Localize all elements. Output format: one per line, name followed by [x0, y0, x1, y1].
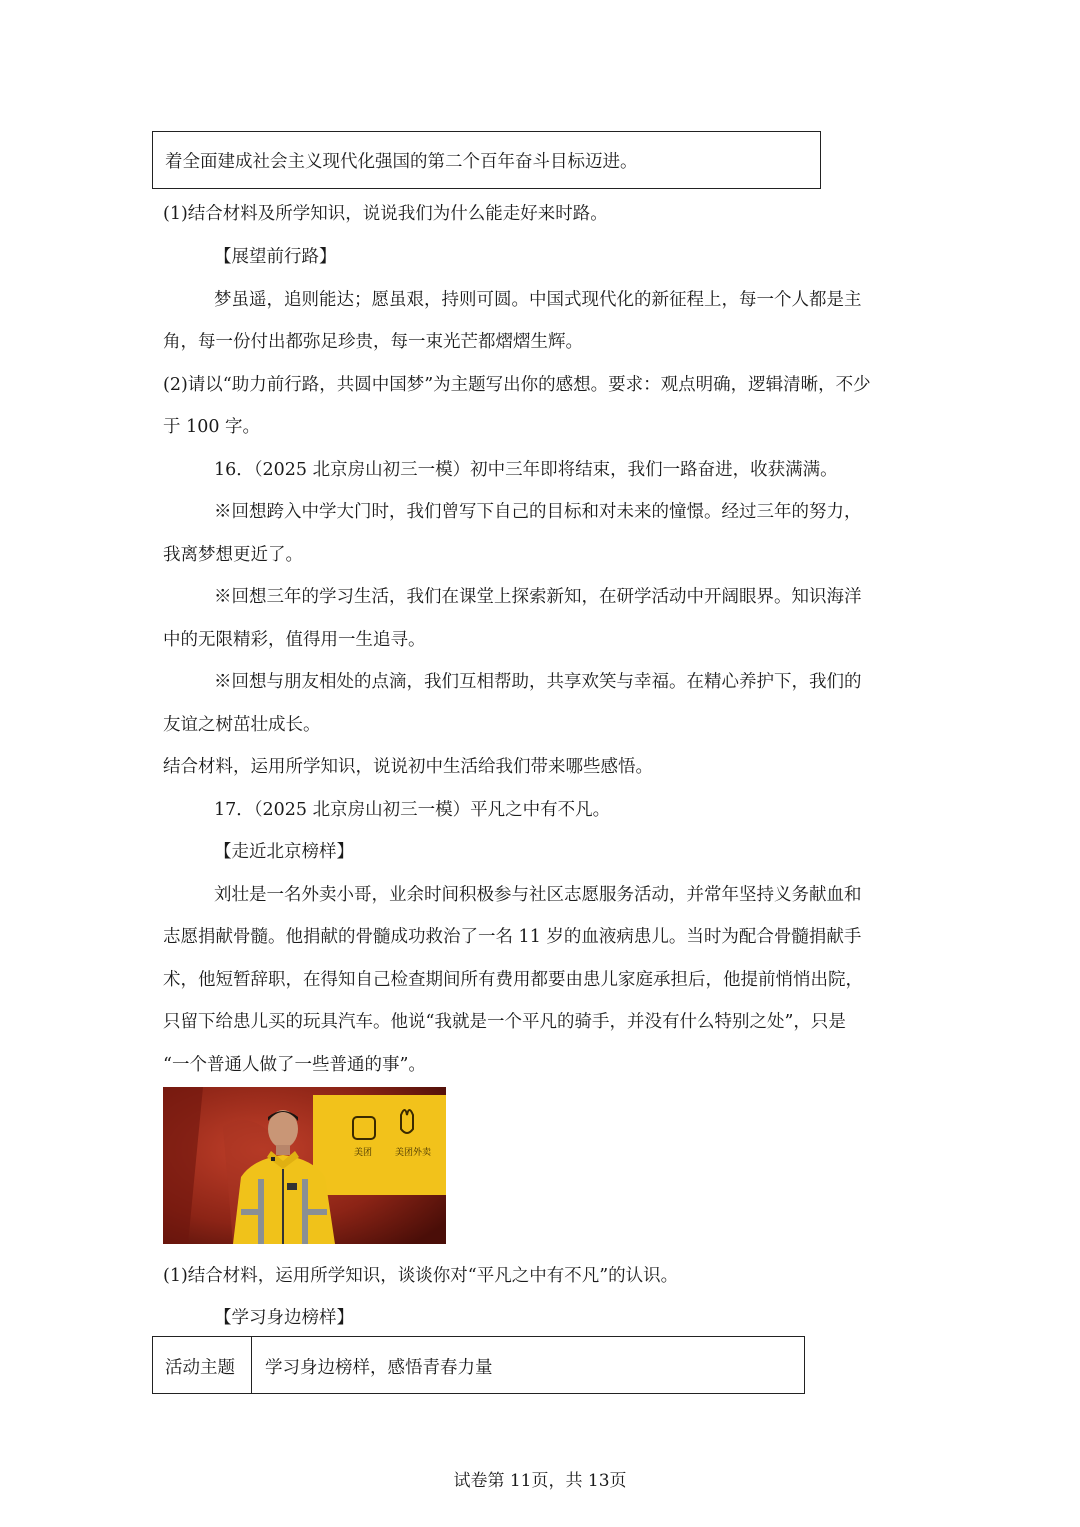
photo-logo-text: 美团 — [354, 1147, 373, 1157]
material-box-text: 着全面建成社会主义现代化强国的第二个百年奋斗目标迈进。 — [165, 152, 638, 172]
courier-photo — [163, 1087, 446, 1244]
courier-photo-illustration — [163, 1087, 446, 1244]
story-line-1: 刘壮是一名外卖小哥，业余时间积极参与社区志愿服务活动，并常年坚持义务献血和 — [214, 885, 862, 905]
q16-paragraph-1-line-2: 我离梦想更近了。 — [163, 545, 303, 565]
question-17-title: 17．（2025 北京房山初三一模）平凡之中有不凡。 — [214, 800, 611, 820]
question-16-title: 16．（2025 北京房山初三一模）初中三年即将结束，我们一路奋进，收获满满。 — [214, 460, 838, 480]
story-line-3: 术，他短暂辞职，在得知自己检查期间所有费用都要由患儿家庭承担后，他提前悄悄出院， — [163, 970, 863, 990]
q16-paragraph-1-line-1: ※回想跨入中学大门时，我们曾写下自己的目标和对未来的憧憬。经过三年的努力， — [214, 502, 862, 522]
outlook-paragraph-line-2: 角，每一份付出都弥足珍贵，每一束光芒都熠熠生辉。 — [163, 332, 583, 352]
q16-paragraph-2-line-2: 中的无限精彩，值得用一生追寻。 — [163, 630, 426, 650]
section-heading-beijing-model: 【走近北京榜样】 — [214, 842, 354, 862]
question-16-prompt: 结合材料，运用所学知识，说说初中生活给我们带来哪些感悟。 — [163, 757, 653, 777]
story-line-2: 志愿捐献骨髓。他捐献的骨髓成功救治了一名 11 岁的血液病患儿。当时为配合骨髓捐献手 — [163, 927, 862, 947]
photo-logo-text-2: 美团外卖 — [395, 1147, 432, 1157]
activity-theme-value: 学习身边榜样，感悟青春力量 — [265, 1358, 493, 1378]
question-15-2-line-2: 于 100 字。 — [163, 417, 261, 437]
q16-paragraph-3-line-1: ※回想与朋友相处的点滴，我们互相帮助，共享欢笑与幸福。在精心养护下，我们的 — [214, 672, 862, 692]
section-heading-outlook: 【展望前行路】 — [214, 247, 337, 267]
page-footer: 试卷第 11页，共 13页 — [453, 1471, 627, 1491]
q16-paragraph-3-line-2: 友谊之树茁壮成长。 — [163, 715, 321, 735]
question-15-2-line-1: (2)请以“助力前行路，共圆中国梦”为主题写出你的感想。要求：观点明确，逻辑清晰，不少 — [163, 375, 871, 395]
question-17-1: (1)结合材料，运用所学知识，谈谈你对“平凡之中有不凡”的认识。 — [163, 1266, 679, 1286]
question-15-1: (1)结合材料及所学知识，说说我们为什么能走好来时路。 — [163, 204, 608, 224]
material-box — [152, 131, 821, 189]
outlook-paragraph-line-1: 梦虽遥，追则能达；愿虽艰，持则可圆。中国式现代化的新征程上，每一个人都是主 — [214, 290, 862, 310]
section-heading-nearby-model: 【学习身边榜样】 — [214, 1308, 354, 1328]
activity-theme-label: 活动主题 — [153, 1337, 252, 1393]
q16-paragraph-2-line-1: ※回想三年的学习生活，我们在课堂上探索新知，在研学活动中开阔眼界。知识海洋 — [214, 587, 862, 607]
story-line-4: 只留下给患儿买的玩具汽车。他说“我就是一个平凡的骑手，并没有什么特别之处”，只是 — [163, 1012, 846, 1032]
story-line-5: “一个普通人做了一些普通的事”。 — [163, 1055, 426, 1075]
activity-table — [152, 1336, 805, 1394]
